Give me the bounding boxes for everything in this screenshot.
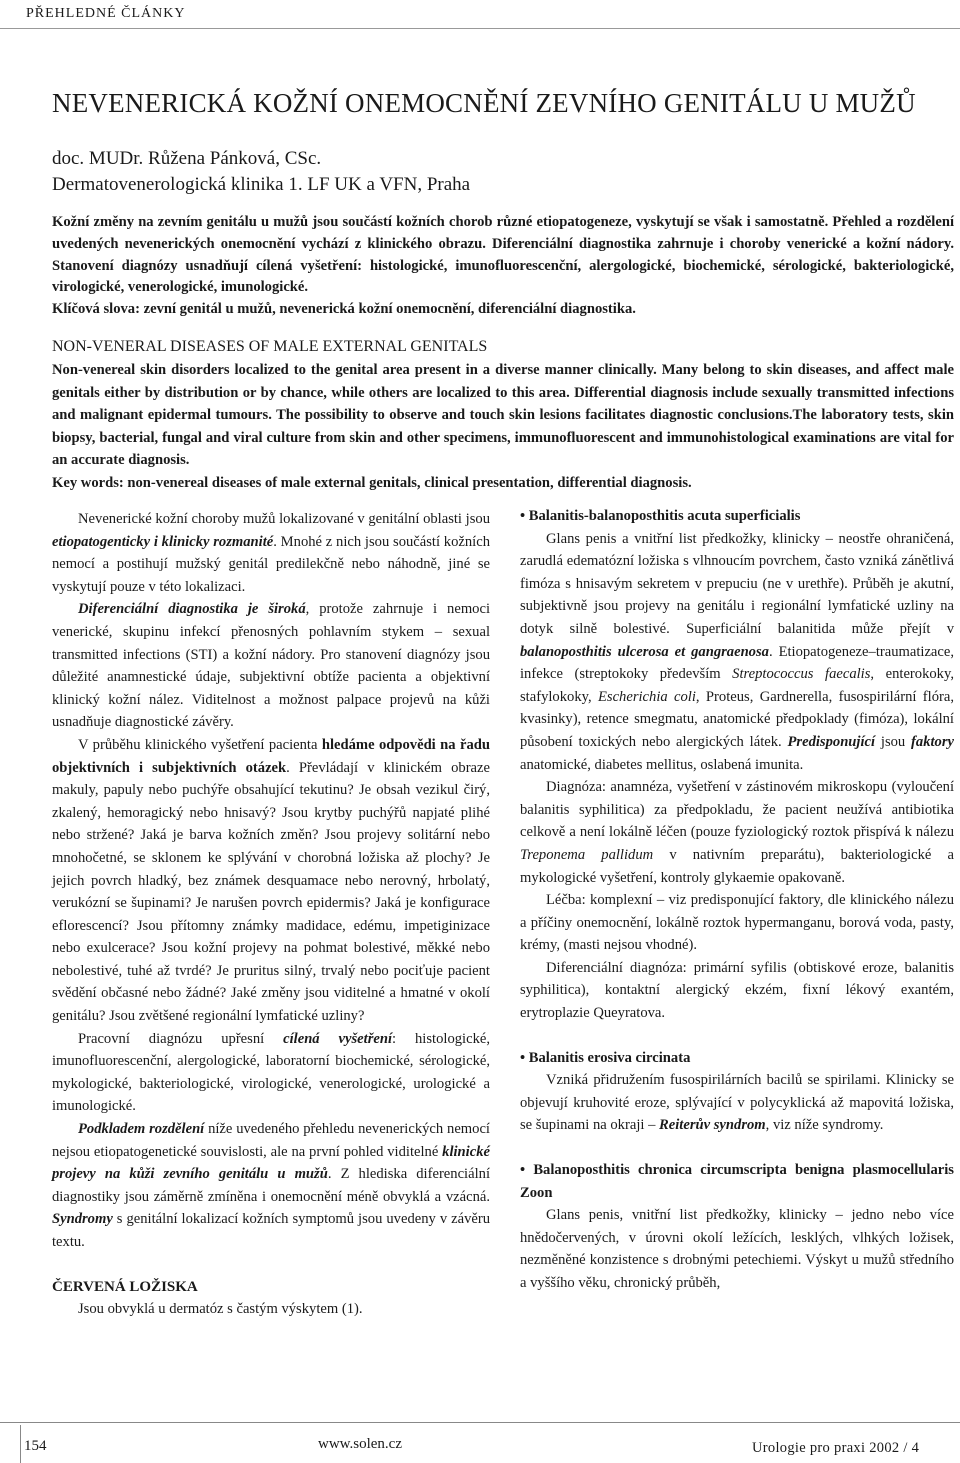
footer-rule [0,1422,960,1423]
footer-website[interactable]: www.solen.cz [318,1436,403,1452]
section-heading-red: ČERVENÁ LOŽISKA [52,1278,198,1295]
emphasis: hledáme odpovědi na řadu objektivních i subjektivních otázek [52,736,490,776]
text-run: : histologické, imunofluorescenční, alergologické, laboratorní biochemické, sérologické, mykologické, bakteriologické, virologické, venerologické, urologické a imunologické. [52,1030,490,1115]
abstract-cz-keywords: Klíčová slova: zevní genitál u mužů, nevenerická kožní onemocnění, diferenciální diagnostika. [52,301,636,318]
text-run: s genitální lokalizací kožních symptomů jsou uvedeny v závěru textu. [52,1211,490,1250]
paragraph [52,1028,490,1118]
text-run: jsou [875,733,912,750]
text-run: v nativním preparátu), bakteriologické a mykologické vyšetření, kontroly glykaemie opakovaně. [520,846,955,886]
text-run: Nevenerické kožní choroby mužů lokalizované v genitální oblasti jsou [78,511,490,527]
text-run: anatomické, diabetes mellitus, oslabená imunita. [520,756,804,773]
text-run: , Proteus, Gardnerella, fusospirilární flóra, kvasinky), retence smegmatu, anatomické předpoklady (fimóza), lokální působení toxických nebo alergických látek. [520,688,954,750]
paragraph [520,528,954,777]
spacer [520,1137,954,1159]
paragraph [520,1069,954,1137]
section-label: PŘEHLEDNÉ ČLÁNKY [26,6,186,21]
footer-divider [20,1425,21,1463]
emphasis: Streptococcus faecalis [732,666,871,683]
emphasis: Syndromy [52,1211,113,1228]
abstract-cz-text: Kožní změny na zevním genitálu u mužů jsou součástí kožních chorob různé etiopatogeneze, vyskytují se však i samostatně. Přehled a rozdělení uvedených nevenerických onemocnění vychází z klinického obrazu. Diferenciální diagnostika zahrnuje i choroby venerické a kožní nádory. Stanovení diagnózy usnadňují cílená vyšetření: histologické, imunofluorescenční, alergologické, biochemické, sérologické, bakteriologické, virologické, venerologické, imunologické. [52,214,954,296]
body-right-column [520,505,954,1295]
footer-journal: Urologie pro praxi 2002 / 4 [752,1440,920,1456]
text-run: . Z hlediska diferenciální diagnostiky jsou záměrně zmíněna i onemocnění méně obvyklá a vzácná. [52,1166,491,1205]
text-run: Pracovní diagnózu upřesní [78,1030,284,1047]
paragraph [52,508,490,598]
abstract-en-keywords: Key words: non-venereal diseases of male external genitals, clinical presentation, differential diagnosis. [52,474,692,491]
bullet-heading: • Balanitis-balanoposthitis acuta superficialis [520,508,801,524]
emphasis: Reiterův syndrom [659,1117,766,1134]
abstract-en-text: Non-venereal skin disorders localized to the genital area present in a diverse manner clinically. Many belong to skin diseases, and affect male genitals either by distribution or by chance, while others are localized to this area. Differential diagnosis include sexually transmitted infections and malignant epidermal tumours. The possibility to observe and touch skin lesions facilitates diagnostic conclusions.The laboratory tests, skin biopsy, bacterial, fungal and viral culture from skin and other specimens, immunofluorescent and immunohistological examinations are vital for an accurate diagnosis. [52,362,954,469]
spacer [520,1025,954,1047]
author-affiliation: Dermatovenerologická klinika 1. LF UK a VFN, Praha [52,174,471,195]
emphasis: klinické projevy na kůži zevního genitálu u mužů [52,1143,490,1183]
abstract-cz [52,212,954,321]
emphasis: Podkladem rozdělení [78,1121,205,1138]
bullet-heading: • Balanitis erosiva circinata [520,1049,691,1066]
abstract-en [52,359,954,495]
paragraph [520,776,954,889]
text-run: Vzniká přidružením fusospirilárních bacilů se spirilami. Klinicky se objevují kruhovité eroze, splývající v polycyklická až mapovitá ložiska, se šupinami na okraji – [520,1072,954,1134]
paragraph: Diferenciální diagnóza: primární syfilis (obtiskové eroze, balanitis syphilitica), kontaktní alergický ekzém, fixní lékový exantém, erytroplazie Queyratova. [520,959,954,1022]
emphasis: cílená vyšetření [283,1030,393,1047]
emphasis: Diferenciální diagnostika je široká [78,601,306,618]
text-run: V průběhu klinického vyšetření pacienta [78,736,322,753]
text-run: , protože zahrnuje i nemoci venerické, skupinu infekcí přenosných pohlavním stykem – sexual transmitted infections (STI) a kožní nádory. Pro stanovení diagnózy jsou důležité anamnestické údaje, subjektivní obtíže pacienta a objektivní klinický kožní nález. Viditelnost a možnost palpace projevů na kůži usnadňuje diagnostické závěry. [52,601,490,731]
author-block [52,146,470,198]
text-run: , viz níže syndromy. [765,1117,884,1134]
paragraph: Jsou obvyklá u dermatóz s častým výskytem (1). [78,1301,363,1318]
emphasis: Predisponující [787,733,876,750]
paragraph [52,598,490,734]
text-run: níže uvedeného přehledu nevenerických nemocí nejsou etiopatogenetické souvislosti, ale na první pohled viditelné [52,1121,490,1160]
header-rule [0,28,960,29]
paragraph [52,734,490,1028]
emphasis: Treponema pallidum [520,846,654,863]
text-run: . Převládají v klinickém obraze makuly, papuly nebo puchýře obsahující tekutinu? Je obsah vezikul čirý, zkalený, hemoragický nebo hnisavý? Jsou krytby puchýřů napjaté plihé nebo stržené? Jaká je barva kožních změn? Jsou projevy solitární nebo mnohočetné, se sklonem ke splývání v chorobná ložiska až plochy? Je jejich povrch hladký, bez známek desquamace nebo nerovný, hrbolatý, verukózní se šupinami? Je narušen povrch epidermis? Jaká je konfigurace eflorescencí? Jsou přítomny známky madidace, edému, impetiginizace nebo exulcerace? Jsou kožní projevy na pohmat bolestivé, měkké nebo nebolestivé, tuhé až tvrdé? Je pruritus silný, trvalý nebo pociťuje pacient svědění občasné nebo žádné? Jaké změny jsou viditelné a hmatné v okolí genitálu? Jsou zvětšené regionální lymfatické uzliny? [52,759,490,1025]
text-run: , enterokoky, stafylokoky, [520,666,954,705]
text-run: . Mnohé z nich jsou součástí kožních nemocí a postihují mužský genitál predilekčně nebo náhodně, jiné se vyskytují pouze v této lokalizaci. [52,533,490,595]
paragraph: Glans penis, vnitřní list předkožky, klinicky – jedno nebo více hnědočervených, v úrovni okolí ležících, lesklých, vlhkých ložisek, nezměněné konzistence s drobnými petechiemi. Výskyt u mužů středního a vyššího věku, chronický průběh, [520,1207,954,1291]
author-name: doc. MUDr. Růžena Pánková, CSc. [52,148,322,169]
emphasis: faktory [911,733,955,750]
article-title: NEVENERICKÁ KOŽNÍ ONEMOCNĚNÍ ZEVNÍHO GENITÁLU U MUŽŮ [52,88,916,118]
paragraph [52,1118,490,1254]
text-run: . Etiopatogeneze–traumatizace, infekce (streptokoky především [520,643,954,683]
emphasis: balanoposthitis ulcerosa et gangraenosa [520,643,769,660]
text-run: Diagnóza: anamnéza, vyšetření v zástinovém mikroskopu (vyloučení balanitis syphilitica) za předpokladu, že pacient neužívá antibiotika celkově a není lokálně léčen (pouze fyziologický roztok přispívá k nálezu [520,779,954,841]
text-run: Glans penis a vnitřní list předkožky, klinicky – neostře ohraničená, zarudlá edematózní ložiska s vlhnoucím povrchem, často vzniká zánětlivá fimóza s hnisavým sekretem v prepuciu (ne v urethře). Průběh je akutní, subjektivně jsou projevy na genitálu i regionální lymfatické uzliny na dotyk silně bolestivé. Superficiální balanitida může přejít v [520,530,954,637]
page-number: 154 [24,1438,47,1454]
body-left-column [52,508,490,1321]
emphasis: Escherichia coli [597,688,696,705]
paragraph: Léčba: komplexní – viz predisponující faktory, dle klinického nálezu a příčiny onemocnění, lokálně roztok hypermanganu, borová voda, pasty, krémy, (masti nejsou vhodné). [520,892,954,954]
bullet-heading: • Balanoposthitis chronica circumscripta benigna plasmocellularis Zoon [520,1162,954,1201]
abstract-en-title: NON-VENERAL DISEASES OF MALE EXTERNAL GENITALS [52,338,488,355]
emphasis: etiopatogenticky i klinicky rozmanité [52,533,274,550]
